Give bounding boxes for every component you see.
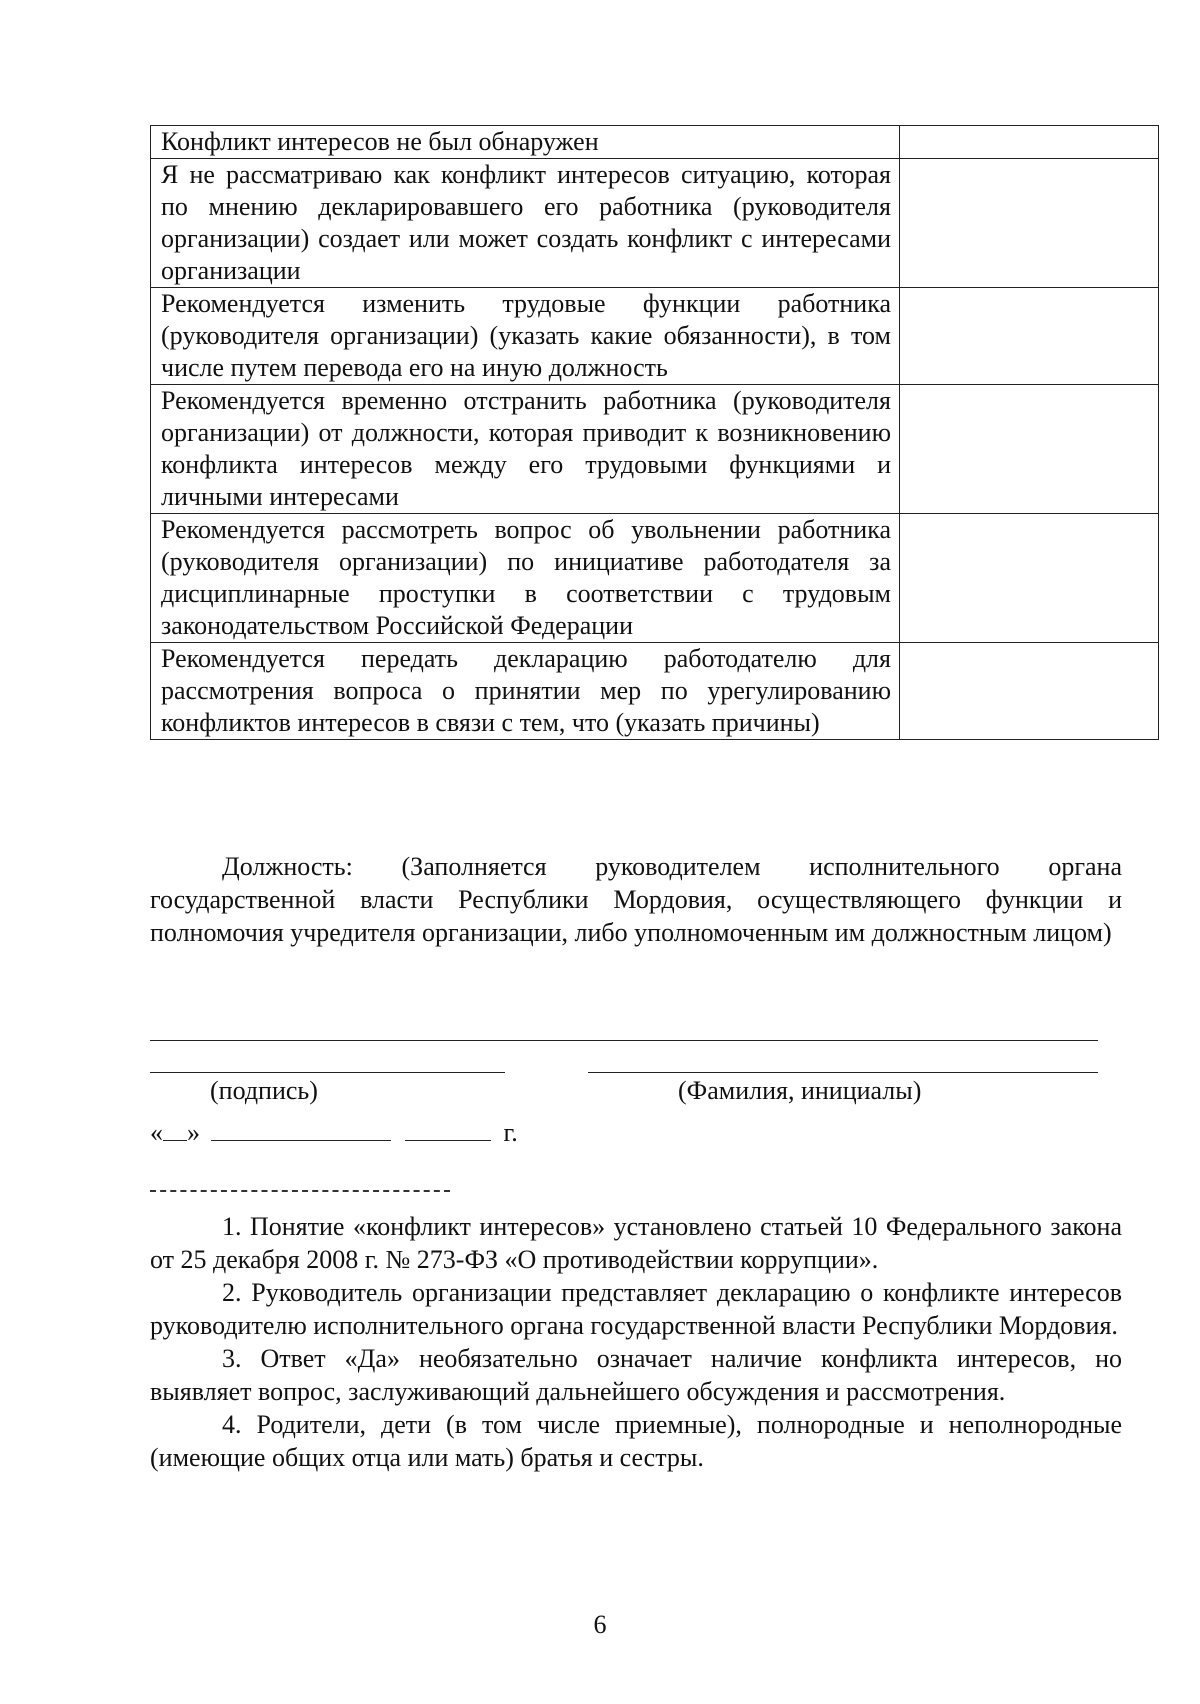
decision-option-cell — [151, 643, 900, 740]
footnote-item: 3. Ответ «Да» необязательно означает наличие конфликта интересов, но выявляет вопрос, заслуживающий дальнейшего обсуждения и рассмотрения. — [150, 1344, 1122, 1406]
table-row — [151, 288, 1159, 385]
decision-option-text: Я не рассматриваю как конфликт интересов ситуацию, которая по мнению декларировавшего его работника (руководителя организации) создает или может создать конфликт с интересами организации — [161, 160, 891, 285]
decision-option-text: Рекомендуется передать декларацию работодателю для рассмотрения вопроса о принятии мер по урегулированию конфликтов интересов в связи с тем, что (указать причины) — [161, 644, 891, 737]
year-blank[interactable] — [405, 1118, 491, 1141]
position-paragraph: Должность: (Заполняется руководителем исполнительного органа государственной власти Республики Мордовия, осуществляющего функции и полномочия учредителя организации, либо уполномоченным им должностным лицом) — [150, 852, 1122, 947]
date-row — [150, 1118, 518, 1148]
month-blank[interactable] — [211, 1118, 391, 1141]
position-fill-line[interactable] — [150, 1040, 1098, 1041]
name-line[interactable] — [588, 1072, 1098, 1073]
decision-option-cell — [151, 514, 900, 643]
decision-mark-cell[interactable] — [900, 288, 1159, 385]
decision-option-cell — [151, 126, 900, 159]
decision-mark-cell[interactable] — [900, 126, 1159, 159]
footnote-item: 2. Руководитель организации представляет декларацию о конфликте интересов руководителю исполнительного органа государственной власти Республики Мордовия. — [150, 1278, 1122, 1340]
signature-label: (подпись) — [210, 1076, 318, 1105]
decision-option-text: Рекомендуется временно отстранить работника (руководителя организации) от должности, которая приводит к возникновению конфликта интересов между его трудовыми функциями и личными интересами — [161, 386, 891, 511]
decision-mark-cell[interactable] — [900, 643, 1159, 740]
footnotes — [150, 1210, 1122, 1474]
decision-option-text: Рекомендуется изменить трудовые функции работника (руководителя организации) (указать какие обязанности), в том числе путем перевода его на иную должность — [161, 289, 891, 382]
decision-mark-cell[interactable] — [900, 385, 1159, 514]
table-row — [151, 643, 1159, 740]
decision-option-cell — [151, 159, 900, 288]
footnote-separator — [150, 1190, 450, 1192]
decision-mark-cell[interactable] — [900, 159, 1159, 288]
decision-option-text: Рекомендуется рассмотреть вопрос об увольнении работника (руководителя организации) по инициативе работодателя за дисциплинарные проступки в соответствии с трудовым законодательством Российской Федерации — [161, 515, 891, 640]
decision-table — [150, 125, 1159, 740]
signature-line[interactable] — [150, 1072, 505, 1073]
name-label: (Фамилия, инициалы) — [678, 1076, 922, 1105]
table-row — [151, 159, 1159, 288]
year-suffix: г. — [503, 1118, 518, 1147]
decision-option-cell — [151, 288, 900, 385]
decision-option-text: Конфликт интересов не был обнаружен — [161, 127, 599, 156]
footnote-item: 1. Понятие «конфликт интересов» установлено статьей 10 Федерального закона от 25 декабря 2008 г. № 273-ФЗ «О противодействии коррупции». — [150, 1212, 1122, 1274]
table-row — [151, 514, 1159, 643]
table-row — [151, 385, 1159, 514]
decision-option-cell — [151, 385, 900, 514]
page-number: 6 — [593, 1610, 607, 1639]
table-row — [151, 126, 1159, 159]
date-close-quote: » — [187, 1118, 200, 1147]
date-open-quote: « — [150, 1118, 163, 1147]
footnote-item: 4. Родители, дети (в том числе приемные), полнородные и неполнородные (имеющие общих отца или мать) братья и сестры. — [150, 1410, 1122, 1472]
decision-mark-cell[interactable] — [900, 514, 1159, 643]
day-blank[interactable] — [163, 1118, 187, 1141]
